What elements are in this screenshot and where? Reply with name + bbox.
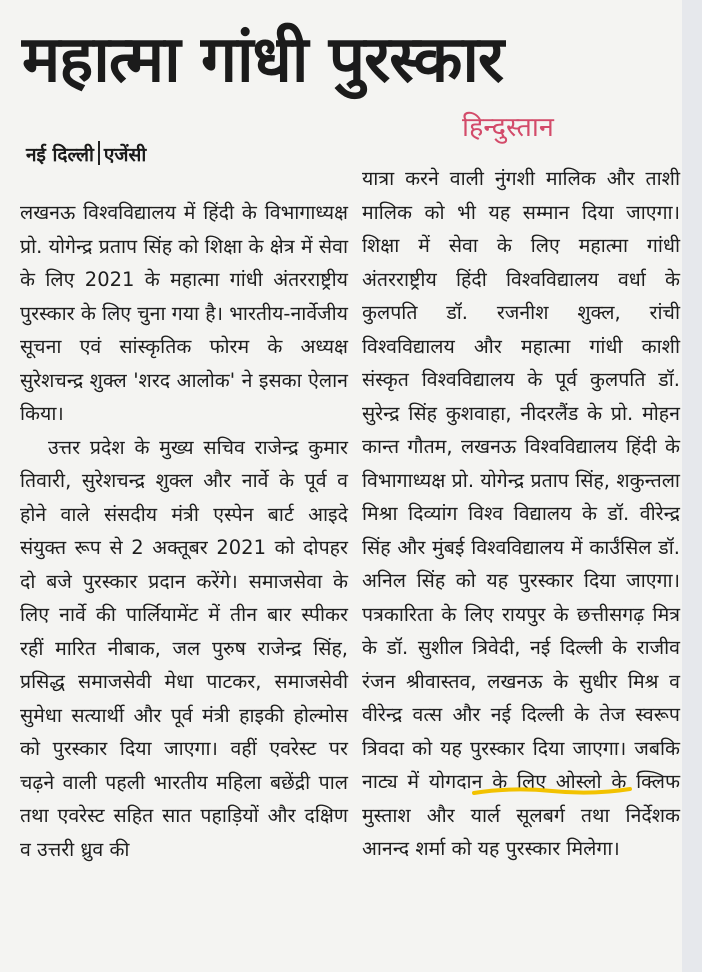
left-paragraph-1: लखनऊ विश्वविद्यालय में हिंदी के विभागाध्यक्ष प्रो. योगेन्द्र प्रताप सिंह को शिक्षा के क्षेत्र में सेवा के लिए 2021 के महात्मा गांधी अंतरराष्ट्रीय पुरस्कार के लिए चुना गया है। भारतीय-नार्वेजीय सूचना एवं सांस्कृतिक फोरम के अध्यक्ष सुरेशचन्द्र शुक्ल 'शरद आलोक' ने इसका ऐलान किया। xyxy=(20,201,348,425)
article-right-column xyxy=(362,162,680,866)
dateline-separator xyxy=(98,141,100,165)
highlight-underline xyxy=(472,783,632,799)
dateline-city: नई दिल्ली xyxy=(26,144,94,166)
left-paragraph-2: उत्तर प्रदेश के मुख्य सचिव राजेन्द्र कुमार तिवारी, सुरेशचन्द्र शुक्ल और नार्वे के पूर्व व होने वाले संसदीय मंत्री एस्पेन बार्ट आइदे संयुक्त रूप से 2 अक्तूबर 2021 को दोपहर दो बजे पुरस्कार प्रदान करेंगे। समाजसेवा के लिए नार्वे की पार्लियामेंट में तीन बार स्पीकर रहीं मारित नीबाक, जल पुरुष राजेन्द्र सिंह, प्रसिद्ध समाजसेवी मेधा पाटकर, समाजसेवी सुमेधा सत्यार्थी और पूर्व मंत्री हाइकी होल्मोस को पुरस्कार दिया जाएगा। वहीं एवरेस्ट पर चढ़ने वाली पहली भारतीय महिला बछेंद्री पाल तथा एवरेस्ट सहित सात पहाड़ियों और दक्षिण व उत्तरी ध्रुव की xyxy=(20,435,348,861)
article-left-column xyxy=(20,196,348,866)
dateline-agency: एजेंसी xyxy=(103,144,147,166)
right-paragraph-1: यात्रा करने वाली नुंगशी मालिक और ताशी मालिक को भी यह सम्मान दिया जाएगा। शिक्षा में सेवा के लिए महात्मा गांधी अंतरराष्ट्रीय हिंदी विश्वविद्यालय वर्धा के कुलपति डॉ. रजनीश शुक्ल, रांची विश्वविद्यालय और महात्मा गांधी काशी संस्कृत विश्वविद्यालय के पूर्व कुलपति डॉ. सुरेन्द्र सिंह कुशवाहा, नीदरलैंड के प्रो. मोहन कान्त गौतम, लखनऊ विश्वविद्यालय हिंदी के विभागाध्यक्ष प्रो. योगेन्द्र प्रताप सिंह, शकुन्तला मिश्रा दिव्यांग विश्व विद्यालय के डॉ. वीरेन्द्र सिंह और मुंबई विश्वविद्यालय में कार्उंसिल डॉ. अनिल सिंह को यह पुरस्कार दिया जाएगा। पत्रकारिता के लिए रायपुर के छत्तीसगढ़ मित्र के डॉ. सुशील त्रिवेदी, नई दिल्ली के राजीव रंजन श्रीवास्तव, लखनऊ के सुधीर मिश्र व वीरेन्द्र वत्स और नई दिल्ली के तेज स्वरूप त्रिवदा को यह पुरस्कार दिया जाएगा। जबकि नाट्य में योगदान के लिए ओस्लो के क्लिफ मुस्ताश और यार्ल सूलबर्ग तथा निर्देशक आनन्द शर्मा को यह पुरस्कार मिलेगा। xyxy=(362,167,680,860)
dateline xyxy=(26,138,146,172)
background-edge xyxy=(682,0,702,972)
newspaper-source: हिन्दुस्तान xyxy=(462,112,554,143)
headline: महात्मा गांधी पुरस्कार xyxy=(22,23,504,97)
